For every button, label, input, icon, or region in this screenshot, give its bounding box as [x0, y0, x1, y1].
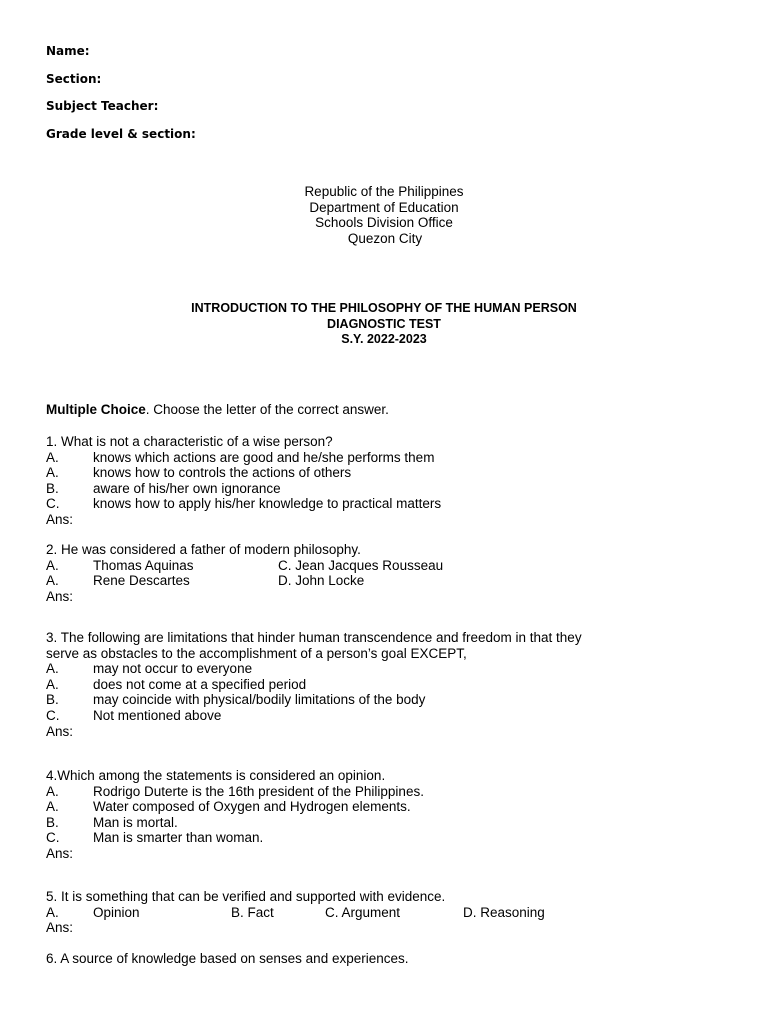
title-school-year: S.Y. 2022-2023: [341, 332, 427, 346]
option-row: [46, 557, 444, 574]
question-2: [46, 542, 444, 604]
option: [46, 496, 442, 512]
option-letter: A.: [46, 783, 59, 799]
option: [46, 830, 385, 846]
instructions: [46, 402, 389, 418]
grade-level-field-label: Grade level & section:: [46, 126, 196, 141]
option-letter: A.: [46, 557, 59, 573]
answer-label: Ans:: [46, 723, 74, 739]
title-subject: INTRODUCTION TO THE PHILOSOPHY OF THE HUMAN PERSON: [191, 301, 577, 315]
option-row: [46, 573, 365, 589]
option-letter: B.: [46, 480, 59, 496]
question-3: [46, 630, 582, 739]
instructions-text: . Choose the letter of the correct answer.: [145, 402, 389, 417]
option-letter: A.: [46, 573, 59, 589]
answer-label: Ans:: [46, 920, 74, 936]
answer-label: Ans:: [46, 845, 74, 861]
section-field-label: Section:: [46, 71, 102, 86]
option-d-text: D. Reasoning: [463, 904, 545, 920]
option: [46, 692, 582, 708]
option-row: [46, 904, 545, 921]
answer-label: Ans:: [46, 511, 74, 527]
option-text: Rene Descartes: [93, 573, 190, 589]
option-letter: A.: [46, 799, 59, 815]
title-test-type: DIAGNOSTIC TEST: [327, 316, 441, 331]
option: [46, 708, 582, 724]
agency-header: [0, 184, 768, 247]
agency-line-department: Department of Education: [309, 199, 459, 215]
option-text: Man is mortal.: [93, 814, 178, 830]
option-text: knows how to apply his/her knowledge to practical matters: [93, 496, 442, 512]
question-1: [46, 434, 442, 528]
option-letter: A.: [46, 449, 59, 465]
option-text: does not come at a specified period: [93, 676, 307, 692]
agency-line-city: Quezon City: [347, 231, 423, 247]
option-letter: C.: [46, 830, 60, 846]
question-3-text-continued: serve as obstacles to the accomplishment of a person’s goal EXCEPT,: [46, 645, 467, 661]
option-text: C. Jean Jacques Rousseau: [278, 557, 444, 573]
question-4-text: 4.Which among the statements is considered an opinion.: [46, 768, 386, 783]
question-4: [46, 768, 424, 862]
question-5: [46, 889, 545, 936]
option: [46, 815, 385, 831]
student-info-fields: [46, 43, 196, 153]
instructions-label: Multiple Choice: [46, 402, 146, 417]
option-text: Rodrigo Duterte is the 16th president of the Philippines.: [93, 783, 424, 799]
option-letter: A.: [46, 465, 59, 481]
question-1-text: 1. What is not a characteristic of a wise person?: [46, 434, 333, 449]
option-letter: A.: [46, 661, 59, 677]
option: [46, 799, 411, 815]
option-text: knows which actions are good and he/she performs them: [93, 449, 435, 465]
option-letter: A.: [46, 676, 59, 692]
option: [46, 465, 352, 481]
option: [46, 677, 582, 693]
option-letter: A.: [46, 904, 59, 920]
option-letter: B.: [46, 692, 59, 708]
agency-line-republic: Republic of the Philippines: [304, 184, 464, 199]
option-text: Man is smarter than woman.: [93, 830, 264, 846]
question-6-text: 6. A source of knowledge based on senses and experiences.: [46, 951, 409, 966]
option-text: aware of his/her own ignorance: [93, 480, 281, 496]
option-text: may coincide with physical/bodily limitations of the body: [93, 692, 426, 708]
option-c-text: C. Argument: [325, 904, 401, 920]
question-6: [46, 951, 409, 967]
option-text: D. John Locke: [278, 573, 365, 589]
option: [46, 449, 435, 466]
option-letter: C.: [46, 496, 60, 512]
option: [46, 783, 424, 800]
option-text: Thomas Aquinas: [93, 557, 194, 573]
option: [46, 661, 582, 677]
option-a-text: Opinion: [93, 904, 140, 920]
option-text: Not mentioned above: [93, 707, 222, 723]
answer-label: Ans:: [46, 588, 74, 604]
agency-line-division: Schools Division Office: [315, 215, 453, 231]
question-2-text: 2. He was considered a father of modern philosophy.: [46, 542, 361, 557]
subject-teacher-field-label: Subject Teacher:: [46, 99, 159, 113]
question-5-text: 5. It is something that can be verified and supported with evidence.: [46, 889, 446, 904]
option-text: knows how to controls the actions of others: [93, 465, 352, 481]
option-letter: B.: [46, 814, 59, 830]
name-field-label: Name:: [46, 44, 90, 58]
question-3-text: 3. The following are limitations that hinder human transcendence and freedom in that they: [46, 630, 582, 645]
option-text: may not occur to everyone: [93, 661, 253, 677]
option-b-text: B. Fact: [231, 904, 274, 920]
option-text: Water composed of Oxygen and Hydrogen elements.: [93, 799, 411, 815]
option: [46, 481, 333, 497]
test-title: [0, 301, 768, 348]
option-letter: C.: [46, 707, 60, 723]
